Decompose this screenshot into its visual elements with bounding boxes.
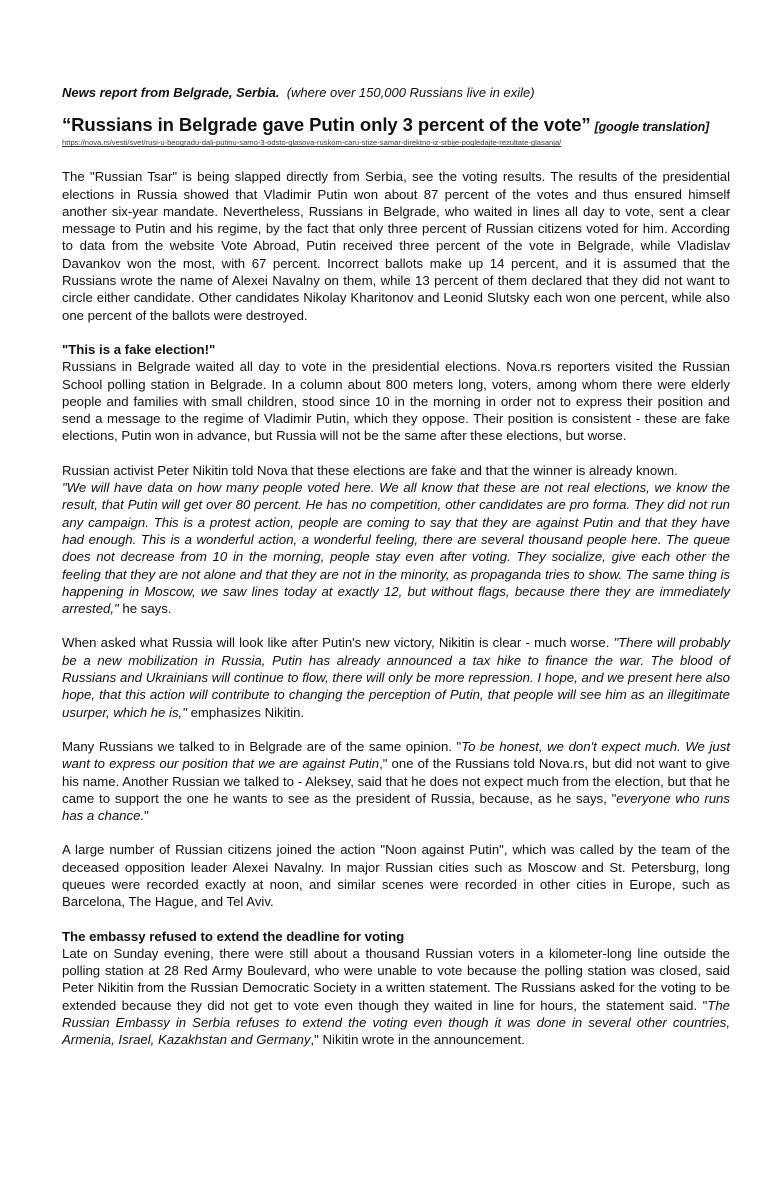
section-fake-election — [62, 341, 730, 445]
after-victory-quote: "There will probably be a new mobilization in Russia, Putin has already announced a tax hike to finance the war. The blood of Russians and Ukrainians will continue to flow, there will only be more repression. I hope, and we present here also hope, that this action will contribute to changing the perception of Putin, that people will see him as an illegitimate usurper, which he is," — [62, 635, 730, 720]
opinions-text-c: " — [144, 808, 149, 824]
paragraph-opinions — [62, 738, 730, 824]
intro-note: (where over 150,000 Russians live in exile) — [286, 85, 535, 100]
opinions-text-b: ," one of the Russians told Nova.rs, but did not want to give his name. Another Russian we talked to - Aleksey, said that he does not expect much from the election, but that he came to support the one he wants to see as the president of Russia, because, as he says, " — [62, 756, 730, 806]
embassy-text-b: ," Nikitin wrote in the announcement. — [310, 1032, 525, 1048]
nikitin-quote: "We will have data on how many people voted here. We all know that these are not real elections, we know the result, that Putin will get over 80 percent. He has no competition, other candidates are pro forma. They did not run any campaign. This is a protest action, people are coming to say that they are against Putin and that they have had enough. This is a wonderful action, a wonderful feeling, there are several thousand people here. The queue does not decrease from 10 in the morning, people stay even after voting. They socialize, give each other the feeling that they are not alone and that they are not in the minority, as propaganda tries to show. The same thing is happening in Moscow, we saw lines today at exactly 12, but without flags, because there they are immediately arrested," — [62, 480, 730, 617]
section-embassy — [62, 928, 730, 1049]
translation-note: [google translation] — [594, 120, 710, 135]
embassy-quote: The Russian Embassy in Serbia refuses to extend the voting even though it was done in several other countries, Armenia, Israel, Kazakhstan and Germany — [62, 997, 730, 1048]
nikitin-lead: Russian activist Peter Nikitin told Nova that these elections are fake and that the winner is already known. — [62, 462, 678, 478]
paragraph-noon-against-putin: A large number of Russian citizens joined the action "Noon against Putin", which was called by the team of the deceased opposition leader Alexei Navalny. In major Russian cities such as Moscow and St. Petersburg, long queues were recorded exactly at noon, and similar scenes were recorded in other cities in Europe, such as Barcelona, The Hague, and Tel Aviv. — [62, 842, 730, 910]
source-link[interactable]: https://nova.rs/vesti/svet/rusi-u-beogradu-dali-putinu-samo-3-odsto-glasova-ruskom-caru-stize-samar-direktno-iz-srbije-pogledajte-rezultate-glasanja/ — [62, 138, 562, 148]
opinions-quote-b: everyone who runs has a chance. — [62, 790, 730, 824]
subheading-fake-election: "This is a fake election!" — [62, 341, 216, 357]
intro-line — [62, 84, 730, 101]
nikitin-tail: he says. — [118, 601, 172, 617]
opinions-quote-a: To be honest, we don't expect much. We just want to express our position that we are against Putin — [62, 738, 730, 772]
paragraph-waiting: Russians in Belgrade waited all day to vote in the presidential elections. Nova.rs reporters visited the Russian School polling station in Belgrade. In a column about 800 meters long, voters, among whom there were elderly people and families with small children, stood since 10 in the morning in order not to express their position and send a message to the regime of Vladimir Putin, which they oppose. Their position is consistent - these are fake elections, Putin won in advance, but Russia will not be the same after these elections, but worse. — [62, 359, 730, 444]
headline-title: “Russians in Belgrade gave Putin only 3 percent of the vote” — [62, 114, 591, 136]
after-victory-tail: emphasizes Nikitin. — [186, 704, 305, 720]
intro-location: News report from Belgrade, Serbia. — [62, 85, 280, 100]
embassy-text-a: Late on Sunday evening, there were still about a thousand Russian voters in a kilometer-long line outside the polling station at 28 Red Army Boulevard, who were unable to vote because the polling station was closed, said Peter Nikitin from the Russian Democratic Society in a written statement. The Russians asked for the voting to be extended because they did not get to vote even though they waited in line for hours, the statement said. " — [62, 945, 730, 1013]
headline — [62, 114, 730, 138]
after-victory-lead: When asked what Russia will look like after Putin's new victory, Nikitin is clear - much worse. — [62, 635, 614, 651]
paragraph-nikitin-quote — [62, 462, 730, 618]
subheading-embassy: The embassy refused to extend the deadline for voting — [62, 928, 405, 944]
document-page — [62, 84, 730, 1066]
paragraph-after-victory — [62, 634, 730, 720]
opinions-text-a: Many Russians we talked to in Belgrade are of the same opinion. " — [62, 738, 462, 754]
paragraph-results: The "Russian Tsar" is being slapped directly from Serbia, see the voting results. The results of the presidential elections in Russia showed that Vladimir Putin won about 87 percent of the votes and thus ensured himself another six-year mandate. Nevertheless, Russians in Belgrade, who waited in lines all day to vote, sent a clear message to Putin and his regime, by the fact that only three percent of Russian citizens voted for him. According to data from the website Vote Abroad, Putin received three percent of the vote in Belgrade, while Vladislav Davankov won the most, with 67 percent. Incorrect ballots make up 14 percent, and it is assumed that the Russians wrote the name of Alexei Navalny on them, while 13 percent of them declared that they did not want to circle either candidate. Other candidates Nikolay Kharitonov and Leonid Slutsky each won one percent, while also one percent of the ballots were destroyed. — [62, 169, 730, 323]
